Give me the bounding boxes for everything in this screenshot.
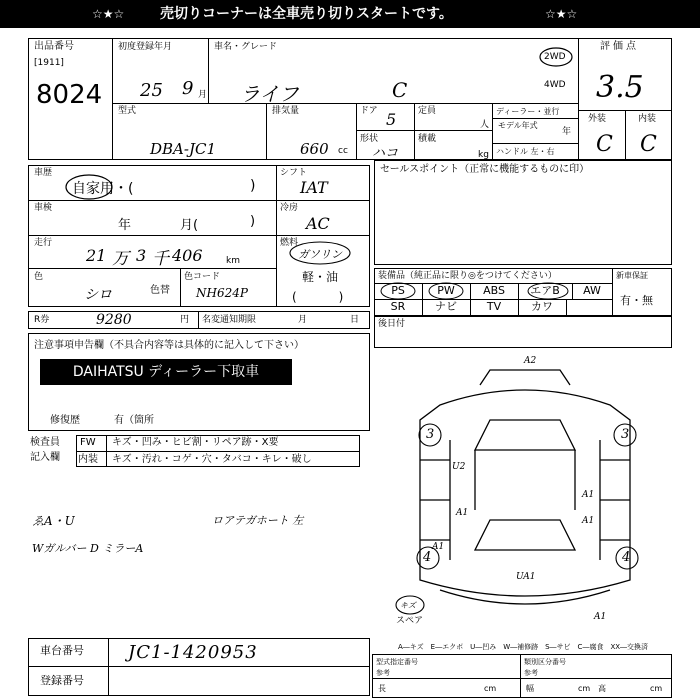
equip-airbag: エアB: [530, 284, 560, 297]
fuel-circle: [288, 240, 352, 266]
history-label: 車歴: [34, 168, 53, 178]
diag-label-a1-5: A1: [594, 612, 607, 622]
drive-2wd: 2WD: [544, 52, 566, 62]
interior-items: キズ・汚れ・コゲ・穴・タバコ・キレ・破し: [112, 454, 312, 465]
cert-right-sub: 参考: [524, 669, 538, 677]
model-value: DBA-JC1: [150, 140, 216, 158]
hw-note-2: Wガルバー D ミラーA: [32, 542, 144, 555]
recycle-label: R券: [34, 315, 50, 325]
recycle-value: 9280: [96, 312, 132, 328]
diag-label-a1-1: A1: [582, 490, 595, 500]
load-unit: kg: [478, 150, 489, 160]
history-circle: [64, 172, 114, 202]
color-value: シロ: [84, 287, 112, 303]
registration-label: 初度登録年月: [118, 42, 173, 52]
equip-aw: AW: [583, 284, 601, 297]
notice-day-unit: 日: [350, 315, 360, 325]
chassis-value: JC1-1420953: [128, 642, 258, 663]
fuel-diesel: 軽・油: [302, 270, 339, 284]
model-year-unit: 年: [562, 127, 572, 137]
registration-year: 25: [140, 80, 163, 101]
color-change-label: 色替: [150, 285, 170, 296]
vehicle-label: 車名・グレード: [214, 42, 278, 52]
mileage-sen: 3: [136, 246, 147, 265]
registration-month: 9: [182, 78, 194, 99]
inspection-month-unit: 月(: [180, 218, 199, 233]
inspection-close: ): [250, 214, 256, 229]
diag-label-a2: A2: [524, 356, 537, 366]
interior-label: 内装: [78, 454, 98, 465]
notice-label: 名変通知期限: [202, 315, 257, 325]
equip-leather: カワ: [531, 300, 553, 313]
new-car-value: 有・無: [620, 294, 653, 307]
sales-point-box: [374, 160, 672, 265]
cert-width-unit: cm: [578, 684, 591, 693]
dealer-label: ディーラー・並行: [496, 107, 560, 116]
equipment-circles: [378, 280, 614, 302]
score-ext: C: [596, 132, 613, 157]
fuel-value: ガソリン: [298, 248, 342, 261]
repair-label: 修復歴: [50, 415, 80, 426]
spare-label: スペア: [396, 616, 424, 626]
shift-value: IAT: [300, 178, 328, 197]
doors-label: ドア: [360, 106, 378, 116]
dealer-trade-in-box: DAIHATSU ディーラー下取車: [40, 359, 292, 385]
aircon-value: AC: [306, 214, 330, 233]
handle-label: ハンドル 左・右: [496, 147, 555, 156]
diag-label-a1-4: A1: [432, 542, 445, 552]
registration-month-unit: 月: [198, 90, 208, 100]
notes-label: 注意事項申告欄（不具合内容等は具体的に記入して下さい）: [34, 340, 304, 351]
model-year-label: モデル年式: [498, 121, 538, 130]
hw-note-1: ゑA・U: [32, 514, 75, 528]
diag-label-a1-2: A1: [456, 508, 469, 518]
post-fit-label: 後日付: [378, 319, 406, 329]
inspection-label: 車検: [34, 203, 53, 213]
cert-height-unit: cm: [650, 684, 663, 693]
banner-stars-right: ☆★☆: [545, 7, 578, 21]
cert-left-sub: 参考: [376, 669, 390, 677]
mileage-unit: km: [226, 256, 240, 266]
score-int: C: [640, 132, 657, 157]
top-section: [28, 38, 672, 160]
car-damage-diagram: [380, 350, 672, 630]
fuel-label: 燃料: [280, 238, 299, 248]
score-value: 3.5: [596, 70, 644, 105]
vehicle-name: ライフ: [240, 82, 299, 106]
equip-sr: SR: [390, 300, 406, 313]
fw-label: FW: [80, 437, 96, 448]
equip-pw: PW: [437, 284, 455, 297]
aircon-label: 冷房: [280, 203, 299, 213]
cert-right-label: 類別区分番号: [524, 658, 566, 666]
repair-value: 有（箇所: [114, 415, 154, 426]
mileage-man: 21: [86, 246, 107, 265]
diag-label-a1-3: A1: [582, 516, 595, 526]
cert-width-label: 幅: [526, 684, 534, 693]
mileage-label: 走行: [34, 238, 53, 248]
damage-legend: A―キズ E―エクボ U―凹み W―補修跡 S―サビ C―腐食 XX―交換済: [398, 643, 649, 651]
fuel-paren: ( ): [292, 290, 350, 304]
history-value: 自家用・(: [72, 181, 134, 197]
color-label: 色: [34, 272, 44, 282]
diag-label-4-right: 4: [622, 550, 631, 565]
drive-circle: [538, 46, 574, 68]
inspection-year-unit: 年: [118, 218, 132, 233]
shift-label: シフト: [280, 168, 308, 178]
drive-4wd: 4WD: [544, 80, 566, 90]
shape-value: ハコ: [372, 146, 399, 161]
displacement-label: 排気量: [272, 106, 300, 116]
cert-length-unit: cm: [484, 684, 497, 693]
score-int-label: 内装: [638, 114, 657, 124]
lot-sub: [1911]: [34, 58, 64, 68]
vehicle-grade: C: [392, 78, 408, 102]
load-label: 積載: [418, 134, 437, 144]
spare-hw: キズ: [400, 601, 416, 610]
record-label: 記入欄: [30, 452, 60, 463]
history-close: ): [250, 178, 256, 194]
sales-point-label: セールスポイント（正常に機能するものに印）: [380, 164, 590, 175]
capacity-label: 定員: [418, 106, 437, 116]
equip-navi: ナビ: [435, 300, 457, 313]
diag-label-3-left: 3: [426, 427, 435, 442]
plate-label: 登録番号: [40, 674, 84, 687]
notice-month-unit: 月: [298, 315, 308, 325]
equip-ps: PS: [391, 284, 405, 297]
inspector-label: 検査員: [30, 437, 60, 448]
recycle-row: [28, 311, 370, 329]
banner-text: 売切りコーナーは全車売り切りスタートです。: [160, 6, 453, 22]
displacement-value: 660: [300, 140, 329, 158]
cert-left-label: 型式指定番号: [376, 658, 418, 666]
post-fit-box: [374, 316, 672, 348]
diag-label-3-right: 3: [621, 427, 630, 442]
model-label: 型式: [118, 106, 137, 116]
doors-value: 5: [386, 110, 397, 129]
hw-note-right: ロアテガホート 左: [212, 514, 304, 527]
fw-items: キズ・凹み・ヒビ割・リペア跡・X要: [112, 437, 279, 448]
banner: [0, 0, 700, 28]
cert-height-label: 高: [598, 684, 606, 693]
mileage-sen-unit: 千: [152, 249, 169, 269]
lot-label: 出品番号: [34, 41, 74, 52]
displacement-unit: cc: [338, 146, 348, 156]
lot-number: 8024: [36, 80, 103, 110]
new-car-label: 新車保証: [616, 271, 648, 280]
mileage-rest: 406: [172, 246, 203, 265]
cert-length-label: 長: [378, 684, 386, 693]
score-label: 評価点: [600, 41, 639, 52]
color-code: NH624P: [196, 286, 248, 300]
diag-label-u2: U2: [452, 462, 466, 472]
recycle-unit: 円: [180, 315, 190, 325]
color-code-label: 色コード: [184, 272, 221, 282]
equipment-label: 装備品（純正品に限り◎をつけてください）: [378, 271, 557, 281]
equip-abs: ABS: [483, 284, 505, 297]
banner-stars-left: ☆★☆: [92, 7, 125, 21]
diag-label-4-left: 4: [423, 550, 432, 565]
score-ext-label: 外装: [588, 114, 607, 124]
diag-label-ua1: UA1: [516, 572, 536, 582]
mileage-man-unit: 万: [112, 249, 129, 269]
shape-label: 形状: [360, 134, 379, 144]
capacity-unit: 人: [480, 120, 490, 130]
equip-tv: TV: [486, 300, 502, 313]
chassis-label: 車台番号: [40, 644, 84, 657]
